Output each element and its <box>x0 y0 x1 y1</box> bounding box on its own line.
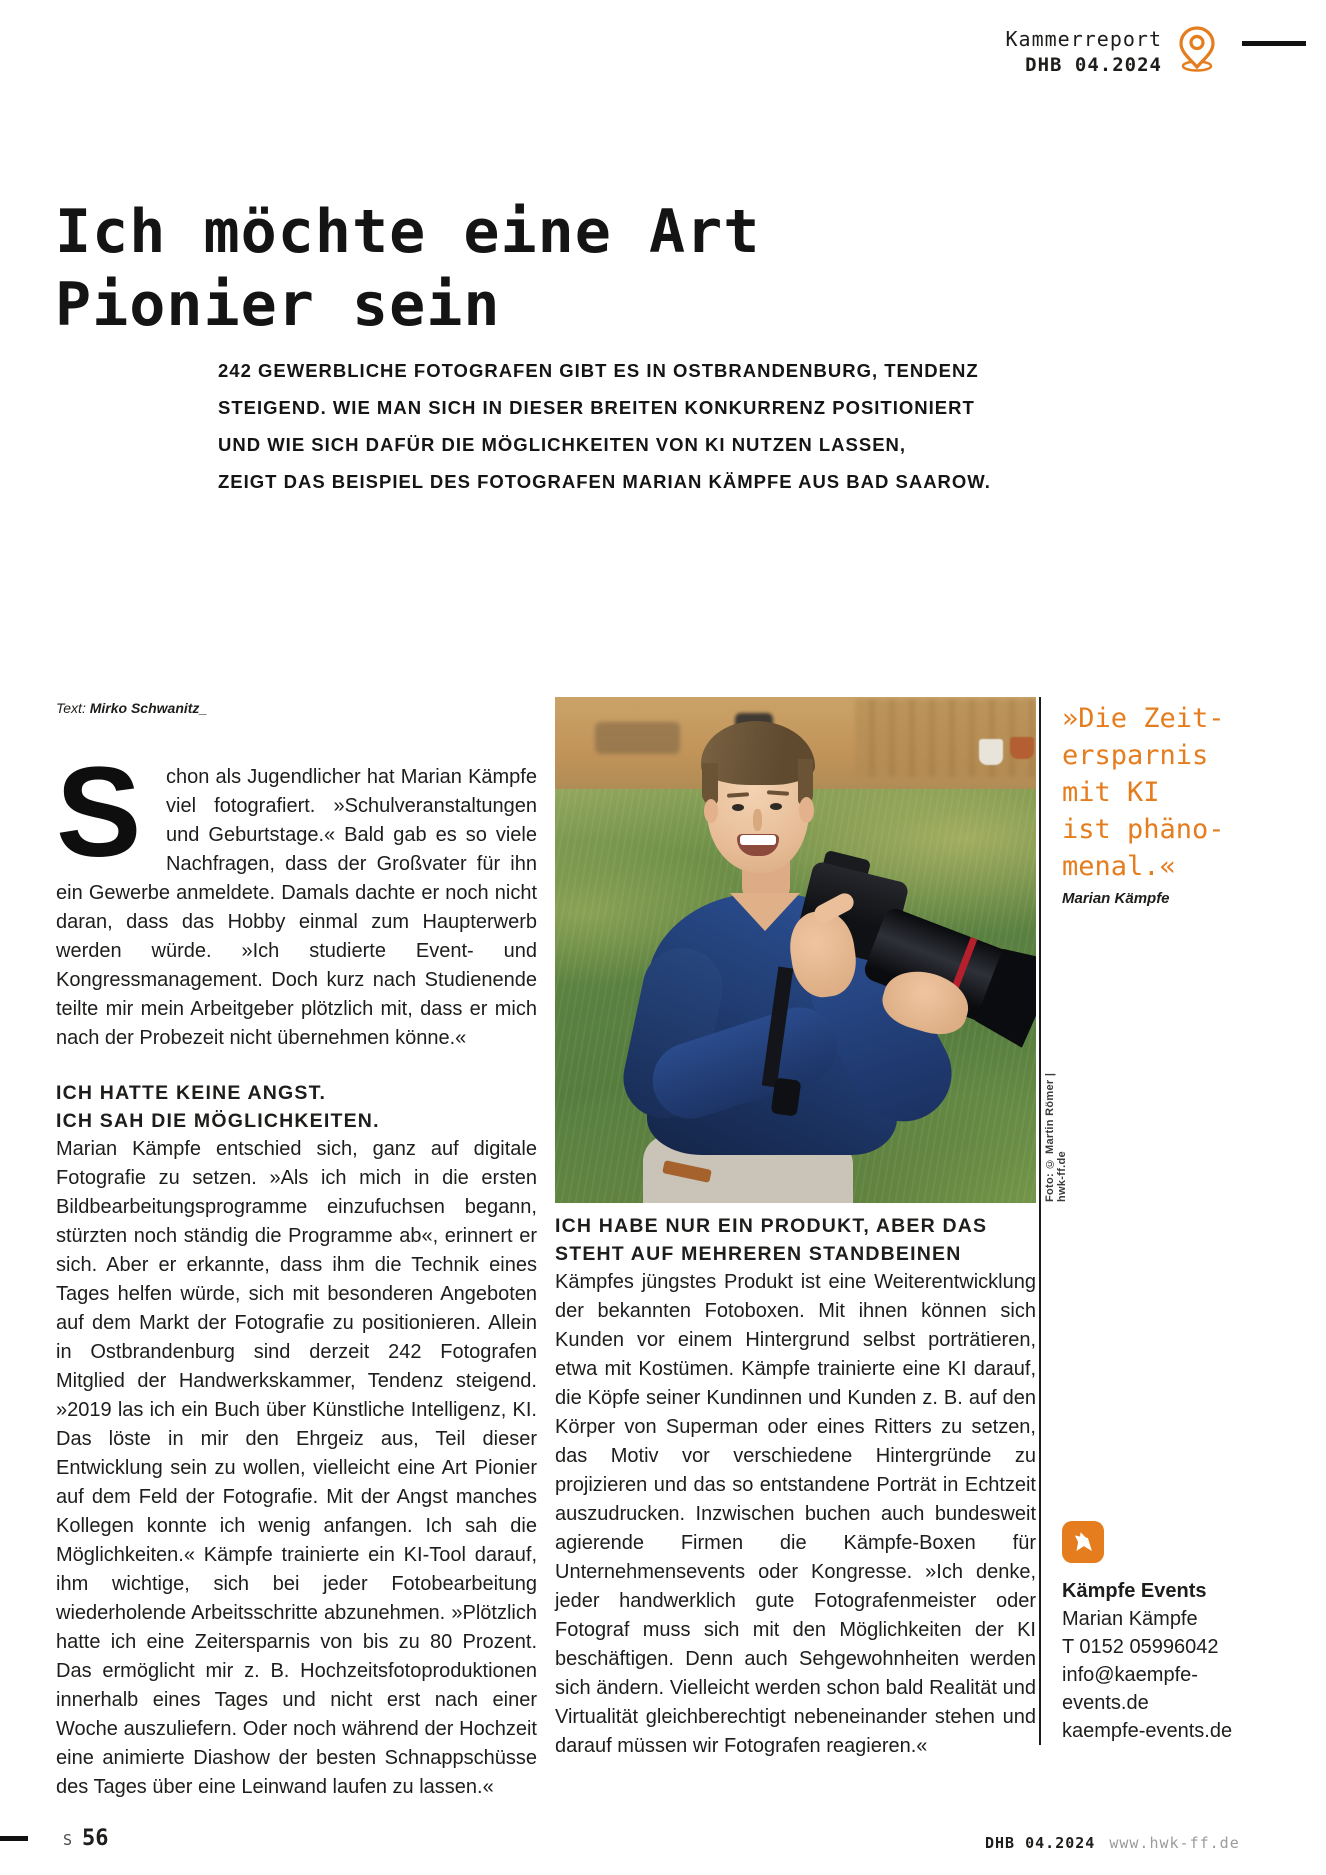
section-heading-2-line-2: STEHT AUF MEHREREN STANDBEINEN <box>555 1243 962 1265</box>
footer-issue: DHB 04.2024 <box>985 1834 1096 1852</box>
contact-name: Marian Kämpfe <box>1062 1608 1198 1630</box>
photo-strap-clip <box>771 1077 802 1116</box>
page-header <box>1006 26 1163 78</box>
pull-quote-line: mit KI <box>1062 777 1160 808</box>
footer-website: www.hwk-ff.de <box>1109 1834 1240 1852</box>
article-column-left <box>56 741 537 1802</box>
photo-eye-right <box>770 803 782 810</box>
section-heading-2-line-1: ICH HABE NUR EIN PRODUKT, ABER DAS <box>555 1215 988 1237</box>
intro-line: UND WIE SICH DAFÜR DIE MÖGLICHKEITEN VON KI NUTZEN LASSEN, <box>218 434 907 455</box>
pull-quote-line: ersparnis <box>1062 740 1209 771</box>
column-rule <box>1039 697 1041 1745</box>
header-issue: DHB 04.2024 <box>1025 54 1162 76</box>
photo-marian-kaempfe <box>555 697 1036 1203</box>
pull-quote <box>1062 700 1225 885</box>
drop-cap: S <box>56 741 137 884</box>
article-paragraph-2: Marian Kämpfe entschied sich, ganz auf digitale Fotografie zu setzen. »Als ich mich in die ersten Bildbearbeitungsprogramme einzufuchsen begann, stürzten noch ständig die Programme ab«, erinnert er sich. Aber er erkannte, dass ihm die Technik eines Tages helfen würde, sich mit besonderen Angeboten auf dem Markt der Fotografie zu positionieren. Allein in Ostbrandenburg sind derzeit 242 Fotografen Mitglied der Handwerkskammer, Tendenz steigend. »2019 las ich ein Buch über Künstliche Intelligenz, KI. Das löste in mir den Ehrgeiz aus, Teil dieser Entwicklung sein zu wollen, vielleicht eine Art Pionier auf dem Feld der Fotografie. Mit der Angst manches Kollegen konnte ich wenig anfangen. Ich sah die Möglichkeiten.« Kämpfe trainierte ein KI-Tool darauf, ihm wichtige, sich bei jeder Fotobearbeitung wiederholende Arbeitsschritte abzunehmen. »Plötzlich hatte ich eine Zeitersparnis von bis zu 80 Prozent. Das ermöglicht mir z. B. Hochzeitsfotoproduktionen innerhalb eines Tages und nicht erst nach einer Woche auszuliefern. Oder noch während der Hochzeit eine animierte Diashow der besten Schnappschüsse des Tages über eine Leinwand laufen zu lassen.« <box>56 1138 537 1798</box>
location-pin-icon <box>1176 24 1218 77</box>
photo-ear-right <box>799 797 814 823</box>
footer-issue-site <box>985 1834 1240 1852</box>
footer-page-label: S <box>63 1831 73 1849</box>
intro-standfirst <box>218 352 991 500</box>
section-heading-1 <box>56 1079 537 1135</box>
article-column-right <box>555 1212 1036 1761</box>
section-heading-1-line-2: ICH SAH DIE MÖGLICHKEITEN. <box>56 1110 380 1132</box>
photo-white-pot <box>979 739 1003 765</box>
header-rule <box>1242 41 1306 46</box>
byline-label: Text: <box>56 700 86 716</box>
section-heading-2 <box>555 1212 1036 1268</box>
photo-fence <box>855 699 1036 777</box>
photo-credit: Foto: © Martin Römer | hwk-ff.de <box>1044 1072 1068 1202</box>
photo-eye-left <box>732 804 744 811</box>
title-line-1: Ich möchte eine Art <box>55 197 761 267</box>
photo-ear-left <box>704 799 718 823</box>
byline-author: Mirko Schwanitz_ <box>89 700 208 716</box>
intro-line: 242 GEWERBLICHE FOTOGRAFEN GIBT ES IN OSTBRANDENBURG, TENDENZ <box>218 360 979 381</box>
pull-quote-line: ist phäno- <box>1062 814 1225 845</box>
article-paragraph-1: chon als Jugendlicher hat Marian Kämpfe viel fotografiert. »Schulveranstaltungen und Geburtstage.« Bald gab es so viele Nachfragen, dass der Großvater für ihn ein Gewerbe anmeldete. Damals dachte er noch nicht daran, dass das Hobby einmal zum Haupterwerb werden würde. »Ich studierte Event- und Kongressmanagement. Doch kurz nach Studienende teilte mir mein Arbeitgeber plötzlich mit, dass er mich nach der Probezeit nicht übernehmen könne.« <box>56 766 537 1049</box>
pull-quote-line: »Die Zeit- <box>1062 703 1225 734</box>
footer-page <box>63 1826 109 1851</box>
contact-email-line-1: info@kaempfe- <box>1062 1664 1198 1686</box>
footer-page-number: 56 <box>82 1826 109 1851</box>
contact-website: kaempfe-events.de <box>1062 1720 1233 1742</box>
contact-email-line-2: events.de <box>1062 1692 1149 1714</box>
title-line-2: Pionier sein <box>55 270 501 340</box>
intro-line: STEIGEND. WIE MAN SICH IN DIESER BREITEN KONKURRENZ POSITIONIERT <box>218 397 975 418</box>
photo-terracotta-pot <box>1010 737 1034 759</box>
bird-pointer-icon <box>1062 1521 1104 1563</box>
contact-company: Kämpfe Events <box>1062 1580 1207 1602</box>
section-heading-1-line-1: ICH HATTE KEINE ANGST. <box>56 1082 327 1104</box>
photo-teeth <box>740 835 776 845</box>
page-title <box>55 196 760 342</box>
pull-quote-attribution: Marian Kämpfe <box>1062 890 1170 907</box>
intro-line: ZEIGT DAS BEISPIEL DES FOTOGRAFEN MARIAN KÄMPFE AUS BAD SAAROW. <box>218 471 991 492</box>
photo-garden-table <box>595 722 680 754</box>
footer-dash <box>0 1836 28 1841</box>
byline <box>56 700 207 716</box>
photo-nose <box>753 809 762 831</box>
header-kicker: Kammerreport <box>1005 27 1162 51</box>
article-paragraph-3: Kämpfes jüngstes Produkt ist eine Weiterentwicklung der bekannten Fotoboxen. Mit ihnen können sich Kunden vor einem Hintergrund selbst porträtieren, etwa mit Kostümen. Kämpfe trainierte eine KI darauf, die Köpfe seiner Kundinnen und Kunden z. B. auf den Körper von Superman oder eines Ritters zu setzen, das Motiv vor verschiedene Hintergründe zu projizieren und das so entstandene Porträt in Echtzeit auszudrucken. Inzwischen buchen auch bundesweit agierende Firmen die Kämpfe-Boxen für Unternehmensevents oder Kongresse. »Ich denke, jeder handwerklich gute Fotografenmeister oder Fotograf muss sich mit den Möglichkeiten der KI beschäftigen. Denn auch Sehgewohnheiten werden sich ändern. Vielleicht werden schon bald Realität und Virtualität gleichberechtigt nebeneinander stehen und darauf müssen wir Fotografen reagieren.« <box>555 1271 1036 1757</box>
pull-quote-line: menal.« <box>1062 851 1176 882</box>
contact-phone: T 0152 05996042 <box>1062 1636 1219 1658</box>
contact-card <box>1062 1521 1272 1745</box>
